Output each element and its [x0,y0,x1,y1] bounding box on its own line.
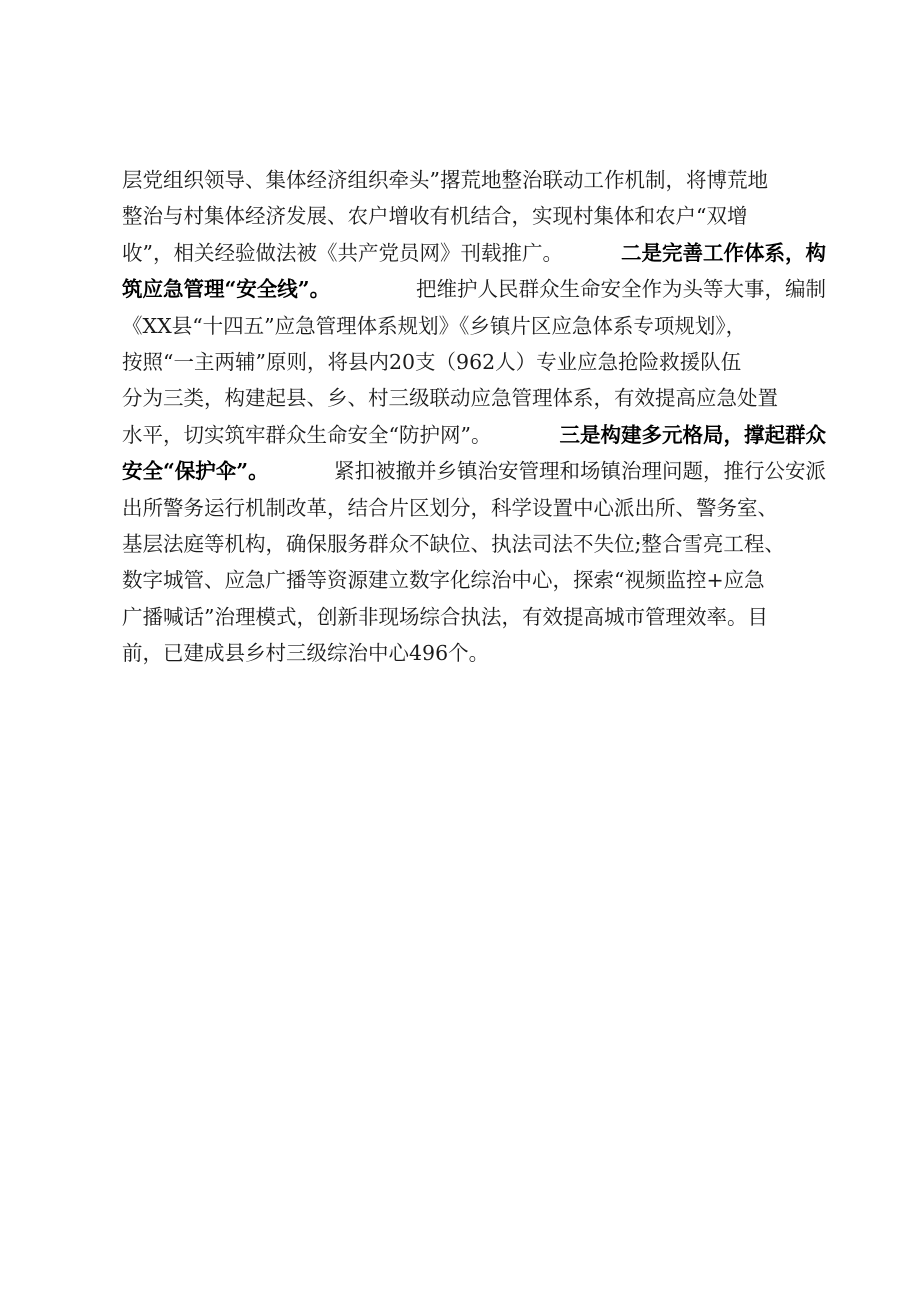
text-line [122,162,826,198]
bold-heading-run: 安全“保护伞”。 [122,459,269,484]
bold-heading-run: 二是完善工作体系，构 [621,240,826,265]
bold-heading-run: 三是构建多元格局，撑起群众 [559,422,826,447]
text-line [122,635,826,671]
text-run: 基层法庭等机构，确保服务群众不缺位、执法司法不失位;整合雪亮工程、 [122,531,785,556]
text-run: 水平，切实筑牢群众生命安全“防护网”。 [122,422,492,447]
text-run: 按照“一主两辅”原则，将县内20支（962人）专业应急抢险救援队伍 [122,349,742,374]
text-line [122,198,826,234]
text-line [122,344,826,380]
text-run: 《XX县“十四五”应急管理体系规划》《乡镇片区应急体系专项规划》， [122,313,747,338]
text-line [122,308,826,344]
text-run: 把维护人民群众生命安全作为头等大事，编制 [416,277,826,302]
text-line [122,490,826,526]
text-line [122,235,826,271]
text-line [122,562,826,598]
text-line [122,599,826,635]
text-run: 分为三类，构建起县、乡、村三级联动应急管理体系，有效提高应急处置 [122,386,778,411]
text-run: 出所警务运行机制改革，结合片区划分，科学设置中心派出所、警务室、 [122,495,778,520]
text-line [122,380,826,416]
text-run: 收”，相关经验做法被《共产党员网》刊载推广。 [122,240,563,265]
text-line [122,453,826,489]
text-run: 前，已建成县乡村三级综治中心496个。 [122,641,490,666]
text-line [122,417,826,453]
text-run: 数字城管、应急广播等资源建立数字化综治中心，探索“视频监控+应急 [122,568,765,593]
text-run: 广播喊话”治理模式，创新非现场综合执法，有效提高城市管理效率。目 [122,604,768,629]
text-run: 紧扣被撤并乡镇治安管理和场镇治理问题，推行公安派 [334,459,826,484]
bold-heading-run: 筑应急管理“安全线”。 [122,277,331,302]
text-run: 整治与村集体经济发展、农户增收有机结合，实现村集体和农户“双增 [122,204,748,229]
text-line [122,271,826,307]
text-line [122,526,826,562]
text-run: 层党组织领导、集体经济组织牵头”撂荒地整治联动工作机制，将博荒地 [122,168,768,192]
body-paragraph [122,162,826,671]
